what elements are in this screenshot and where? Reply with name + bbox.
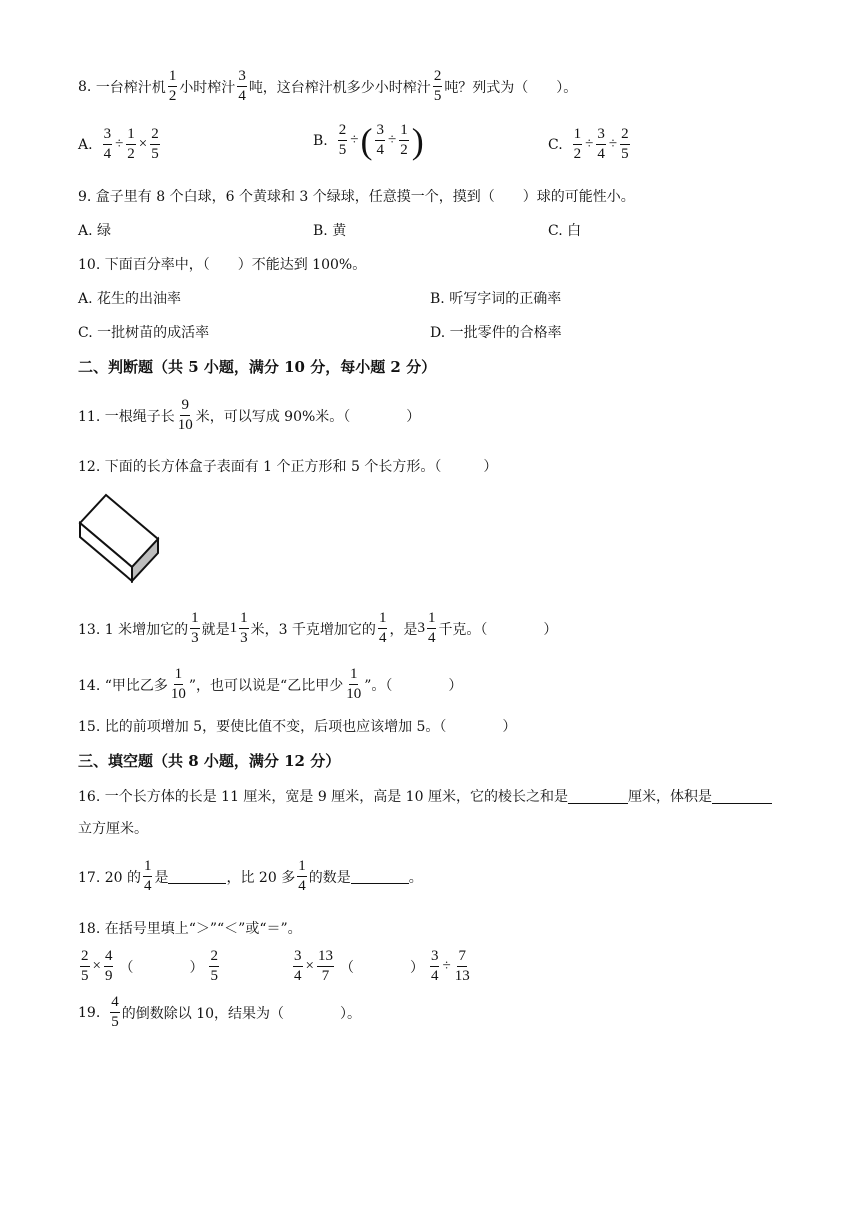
q16-blank-2[interactable] [712,789,772,804]
q9-option-c: C. 白 [548,223,582,239]
question-19: 19. $\frac{4}{5}$ 的倒数除以 10，结果为（ ）。 [78,994,362,1030]
question-14: 14. “甲比乙多 $\frac{1}{10}$ ”，也可以说是“乙比甲少 $\frac{1}{10}$ ”。（ ） [78,666,463,702]
section-2-heading: 二、判断题（共 5 小题，满分 10 分，每小题 2 分） [78,358,437,376]
q18-answer-paren-2[interactable]: （ ） [339,959,424,976]
q8-text-3: 吨，这台榨汁机多少小时榨汁 [248,79,431,96]
q11-fraction: $\frac{9}{10}$ [177,397,193,433]
question-17: 17. 20 的 $\frac{1}{4}$ 是 ，比 20 多 $\frac{1}{4}$ 的数是 。 [78,858,423,894]
question-8 [78,68,577,105]
question-18: 18. 在括号里填上“＞”“＜”或“＝”。 [78,921,302,937]
question-9: 9. 盒子里有 8 个白球，6 个黄球和 3 个绿球，任意摸一个，摸到（ ）球的可能性小。 [78,189,635,205]
q10-option-d: D. 一批零件的合格率 [430,325,562,341]
q9-option-b: B. 黄 [313,223,347,239]
question-16: 16. 一个长方体的长是 11 厘米，宽是 9 厘米，高是 10 厘米，它的棱长之和是 厘米，体积是 [78,786,772,806]
q13-mixed-number-1: 1 $\frac{1}{3}$ [229,610,248,646]
question-11: 11. 一根绳子长 $\frac{9}{10}$ 米，可以写成 90%米。（ ） [78,397,421,433]
q9-option-a: A. 绿 [78,223,112,239]
q10-option-c: C. 一批树苗的成活率 [78,325,210,341]
q13-mixed-number-2: 3 $\frac{1}{4}$ [417,610,436,646]
question-16-line-2: 立方厘米。 [78,821,148,837]
cuboid-figure [78,493,160,583]
question-13: 13. 1 米增加它的 $\frac{1}{3}$ 就是 1 $\frac{1}{3}$ 米，3 千克增加它的 $\frac{1}{4}$ ，是 3 $\frac{1}{4}$ 千克。（ ） [78,610,558,646]
section-3-heading: 三、填空题（共 8 小题，满分 12 分） [78,752,341,770]
question-15: 15. 比的前项增加 5，要使比值不变，后项也应该增加 5。（ ） [78,719,517,735]
question-10: 10. 下面百分率中，（ ）不能达到 100%。 [78,257,367,273]
q8-text-2: 小时榨汁 [179,79,236,96]
q18-answer-paren-1[interactable]: （ ） [119,959,204,976]
q18-expression-1: $\frac{2}{5}$ × $\frac{4}{9}$ （ ） $\frac{2}{5}$ [81,948,218,984]
q8-fraction-2: $\frac{3}{4}$ [238,68,246,104]
q17-blank-1[interactable] [168,869,226,884]
q10-option-b: B. 听写字词的正确率 [430,291,562,307]
q8-fraction-1: $\frac{1}{2}$ [168,68,177,104]
q8-text-1: 一台榨汁机 [95,79,166,96]
q8-option-c: C. $\frac{1}{2}$ ÷ $\frac{3}{4}$ ÷ $\frac{2}{5}$ [548,126,629,162]
q8-number: 8. [78,78,92,95]
q8-fraction-3: $\frac{2}{5}$ [433,68,442,104]
q16-blank-1[interactable] [568,789,628,804]
q8-option-a: A. $\frac{3}{4}$ ÷ $\frac{1}{2}$ × $\frac{2}{5}$ [78,126,159,162]
q8-text-4: 吨？列式为（ ）。 [444,79,578,96]
q17-blank-2[interactable] [351,869,409,884]
q10-option-a: A. 花生的出油率 [78,291,182,307]
q18-expression-2: $\frac{3}{4}$ × $\frac{13}{7}$ （ ） $\frac{3}{4}$ ÷ $\frac{7}{13}$ [294,948,470,984]
question-12: 12. 下面的长方体盒子表面有 1 个正方形和 5 个长方形。（ ） [78,459,498,475]
q8-option-b: B. $\frac{2}{5}$ ÷ ( $\frac{3}{4}$ ÷ $\frac{1}{2}$ ) [313,120,424,161]
